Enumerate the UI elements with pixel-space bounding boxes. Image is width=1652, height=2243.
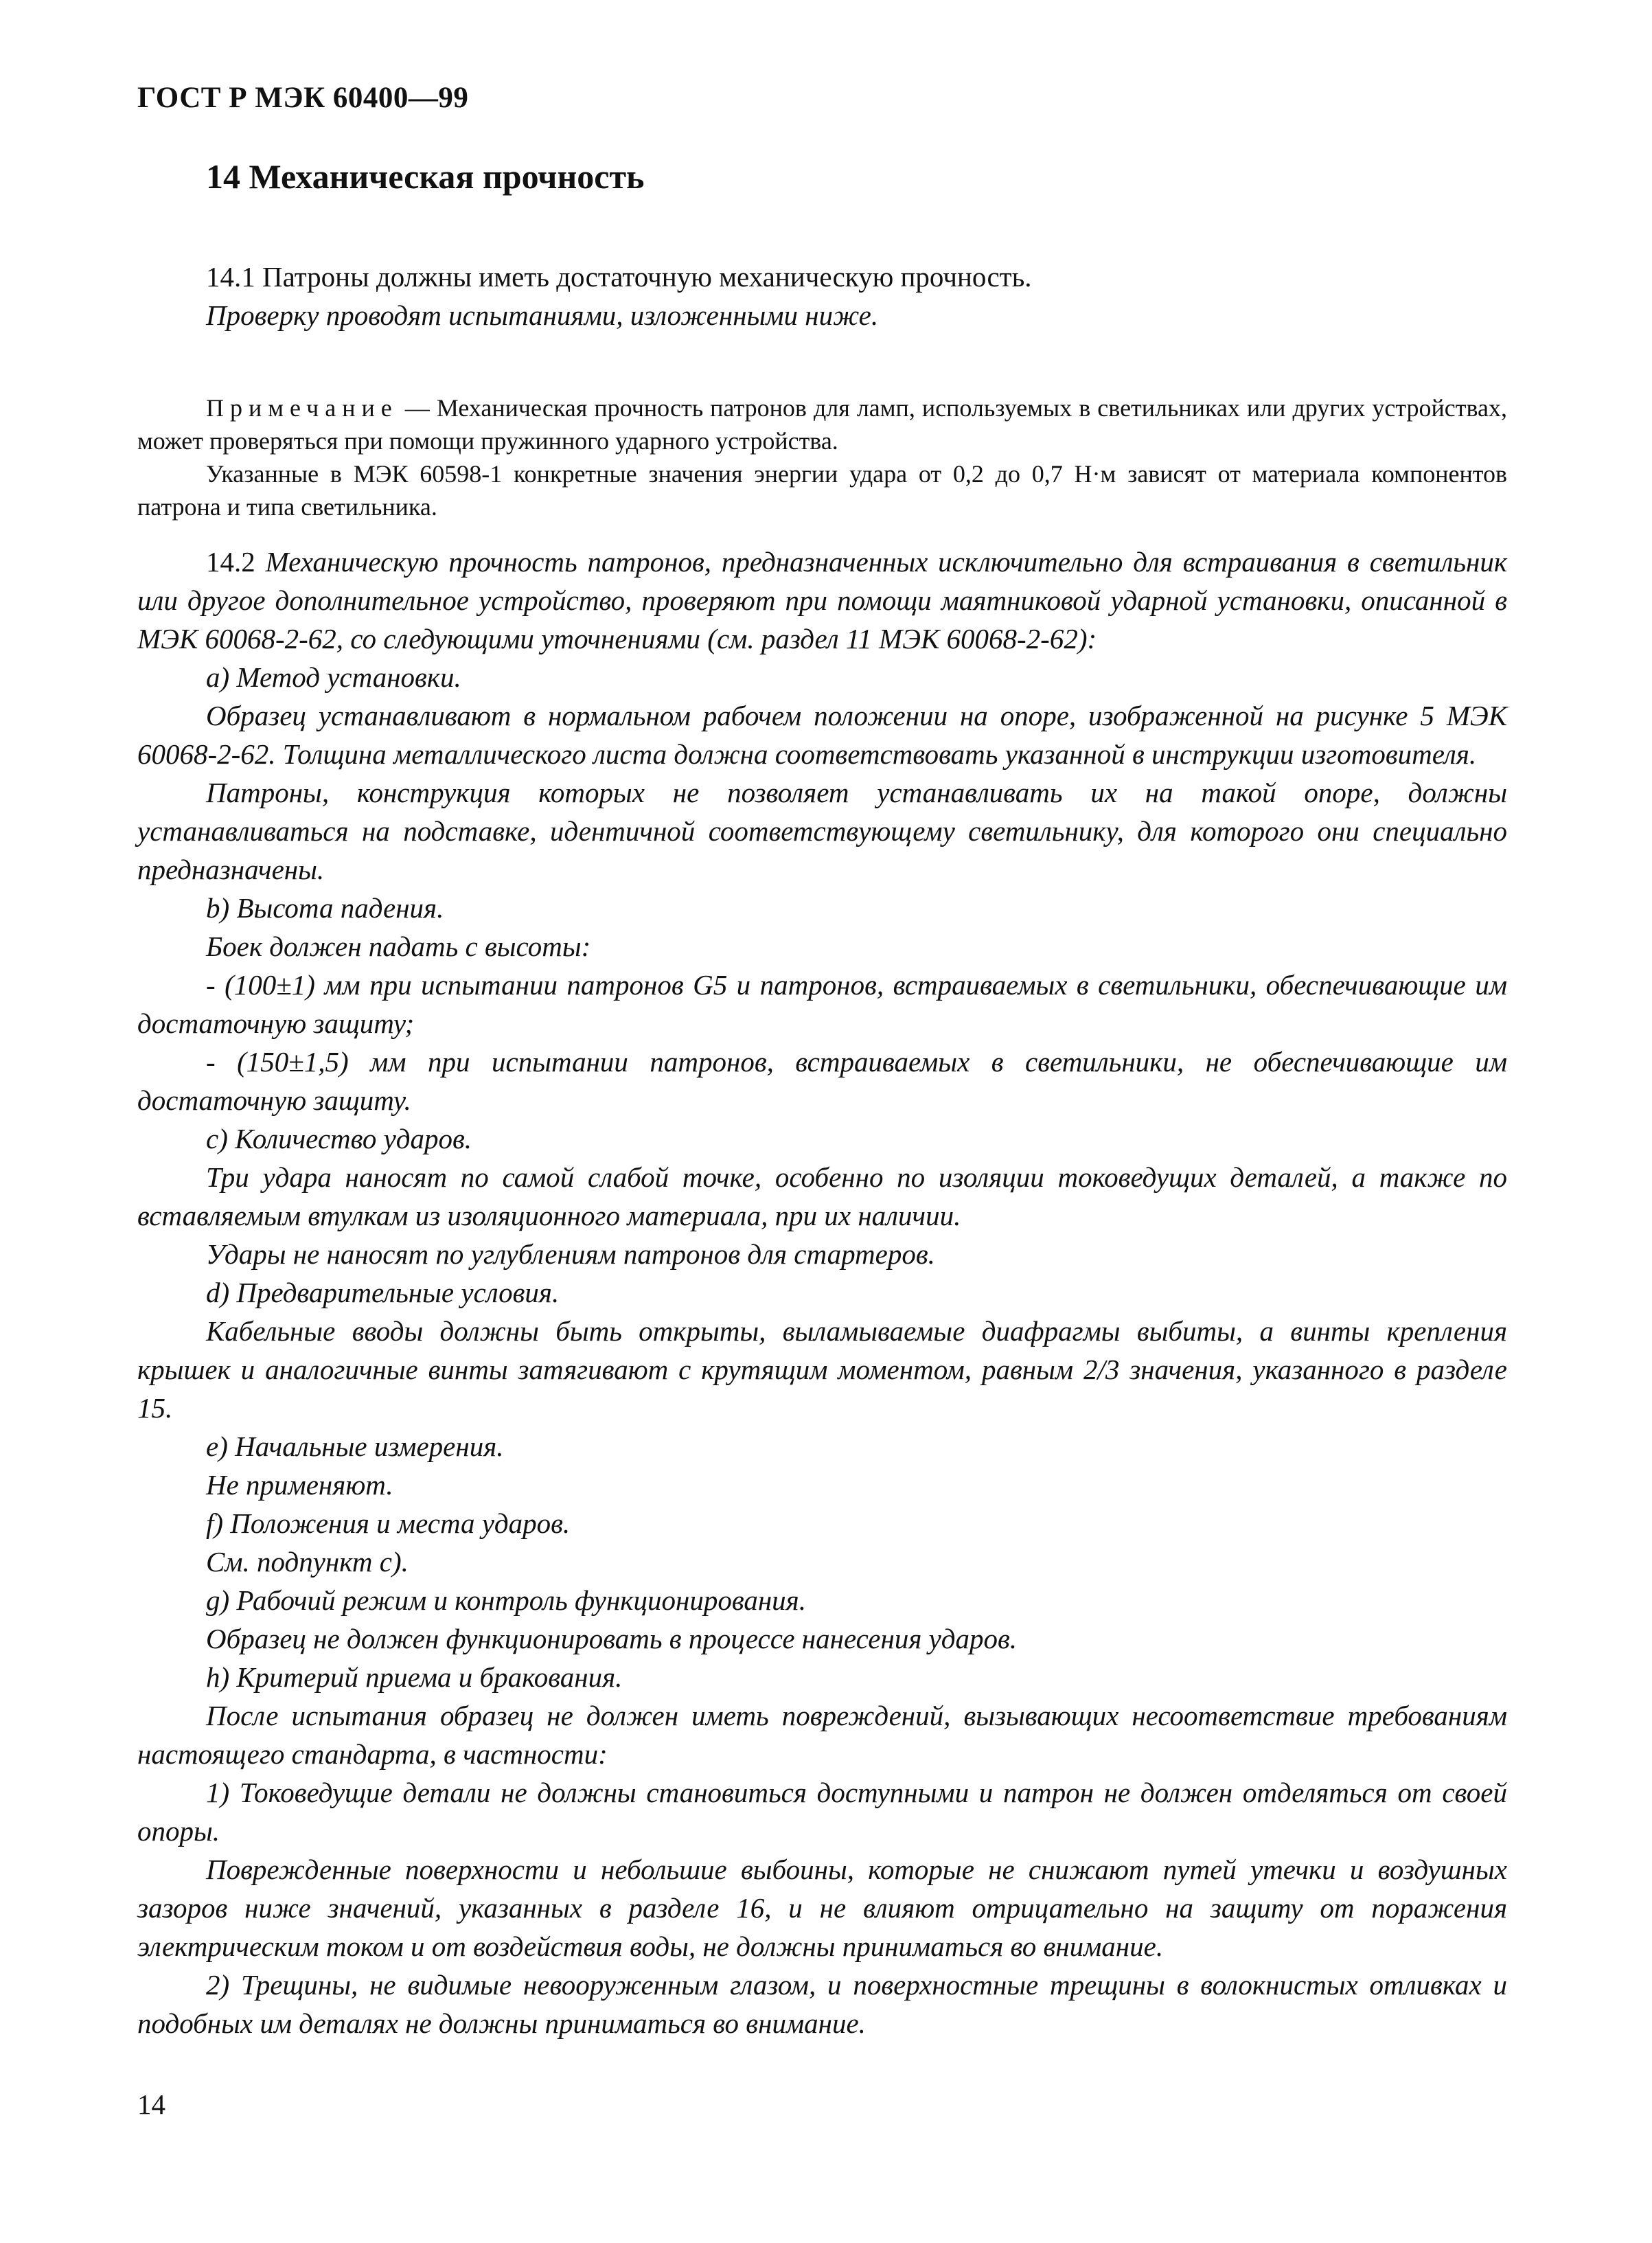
list-item: e) Начальные измерения. — [206, 1431, 504, 1462]
section-title: 14 Механическая прочность — [206, 157, 645, 196]
list-item: - (100±1) мм при испытании патронов G5 и патронов, встраиваемых в светильники, обеспечивающие им достаточную защиту; — [137, 969, 1507, 1039]
paragraph-14-2-number: 14.2 — [206, 546, 266, 578]
paragraph-14-1-text: 14.1 Патроны должны иметь достаточную механическую прочность. — [206, 261, 1032, 293]
list-item: c) Количество ударов. — [206, 1123, 472, 1154]
list-item: d) Предварительные условия. — [206, 1277, 560, 1308]
list-item: f) Положения и места ударов. — [206, 1507, 571, 1539]
list-item: - (150±1,5) мм при испытании патронов, встраиваемых в светильники, не обеспечивающие им достаточную защиту. — [137, 1046, 1507, 1116]
list-item: 2) Трещины, не видимые невооруженным глазом, и поверхностные трещины в волокнистых отливках и подобных им деталях не должны приниматься во внимание. — [137, 1969, 1507, 2039]
paragraph-14-1 — [137, 258, 1507, 334]
list-item: Не применяют. — [206, 1469, 393, 1501]
note-dash: — — [398, 394, 437, 422]
list-item: После испытания образец не должен иметь повреждений, вызывающих несоответствие требованиям настоящего стандарта, в частности: — [137, 1700, 1507, 1770]
list-item: 1) Токоведущие детали не должны становиться доступными и патрон не должен отделяться от своей опоры. — [137, 1777, 1507, 1847]
list-item: Образец устанавливают в нормальном рабочем положении на опоре, изображенной на рисунке 5 МЭК 60068-2-62. Толщина металлического листа должна соответствовать указанной в инструкции изготовителя. — [137, 700, 1507, 770]
paragraph-14-1-check: Проверку проводят испытаниями, изложенными ниже. — [206, 299, 879, 331]
list-item: Патроны, конструкция которых не позволяет устанавливать их на такой опоре, должны устанавливаться на подставке, идентичной соответствующему светильнику, для которого они специально предназначены. — [137, 777, 1507, 885]
list-item: См. подпункт c). — [206, 1546, 409, 1578]
paragraph-14-2-text — [137, 543, 1507, 658]
note-label: Примечание — [206, 394, 398, 422]
note-paragraph-2: Указанные в МЭК 60598-1 конкретные значения энергии удара от 0,2 до 0,7 Н·м зависят от материала компонентов патрона и типа светильника. — [137, 460, 1507, 521]
paragraph-14-2 — [137, 543, 1507, 2042]
list-item: g) Рабочий режим и контроль функционирования. — [206, 1584, 806, 1616]
list-item: Образец не должен функционировать в процессе нанесения ударов. — [206, 1623, 1018, 1654]
list-item: h) Критерий приема и бракования. — [206, 1661, 623, 1693]
list-item: b) Высота падения. — [206, 892, 444, 924]
paragraph-14-2-body: Механическую прочность патронов, предназначенных исключительно для встраивания в светильник или другое дополнительное устройство, проверяют при помощи маятниковой ударной установки, описанной в МЭК 60068-2-62, со следующими уточнениями (см. раздел 11 МЭК 60068-2-62): — [137, 546, 1508, 654]
test-conditions-list — [137, 658, 1507, 2042]
list-item: Поврежденные поверхности и небольшие выбоины, которые не снижают путей утечки и воздушных зазоров ниже значений, указанных в разделе 16, и не влияют отрицательно на защиту от поражения электрическим током и от воздействия воды, не должны приниматься во внимание. — [137, 1854, 1507, 1962]
list-item: Три удара наносят по самой слабой точке, особенно по изоляции токоведущих деталей, а также по вставляемым втулкам из изоляционного материала, при их наличии. — [137, 1161, 1507, 1231]
list-item: Боек должен падать с высоты: — [206, 931, 591, 962]
list-item: a) Метод установки. — [206, 661, 461, 693]
note-text-1: Механическая прочность патронов для ламп, используемых в светильниках или других устройствах, может проверяться при помощи пружинного ударного устройства. — [137, 394, 1508, 455]
page-number: 14 — [137, 2088, 165, 2120]
note-paragraph-1 — [137, 391, 1507, 457]
list-item: Удары не наносят по углублениям патронов для стартеров. — [206, 1238, 935, 1270]
list-item: Кабельные вводы должны быть открыты, выламываемые диафрагмы выбиты, а винты крепления крышек и аналогичные винты затягивают с крутящим моментом, равным 2/3 значения, указанного в разделе 15. — [137, 1315, 1507, 1424]
document-header: ГОСТ Р МЭК 60400—99 — [137, 82, 469, 114]
note-block — [137, 391, 1507, 523]
